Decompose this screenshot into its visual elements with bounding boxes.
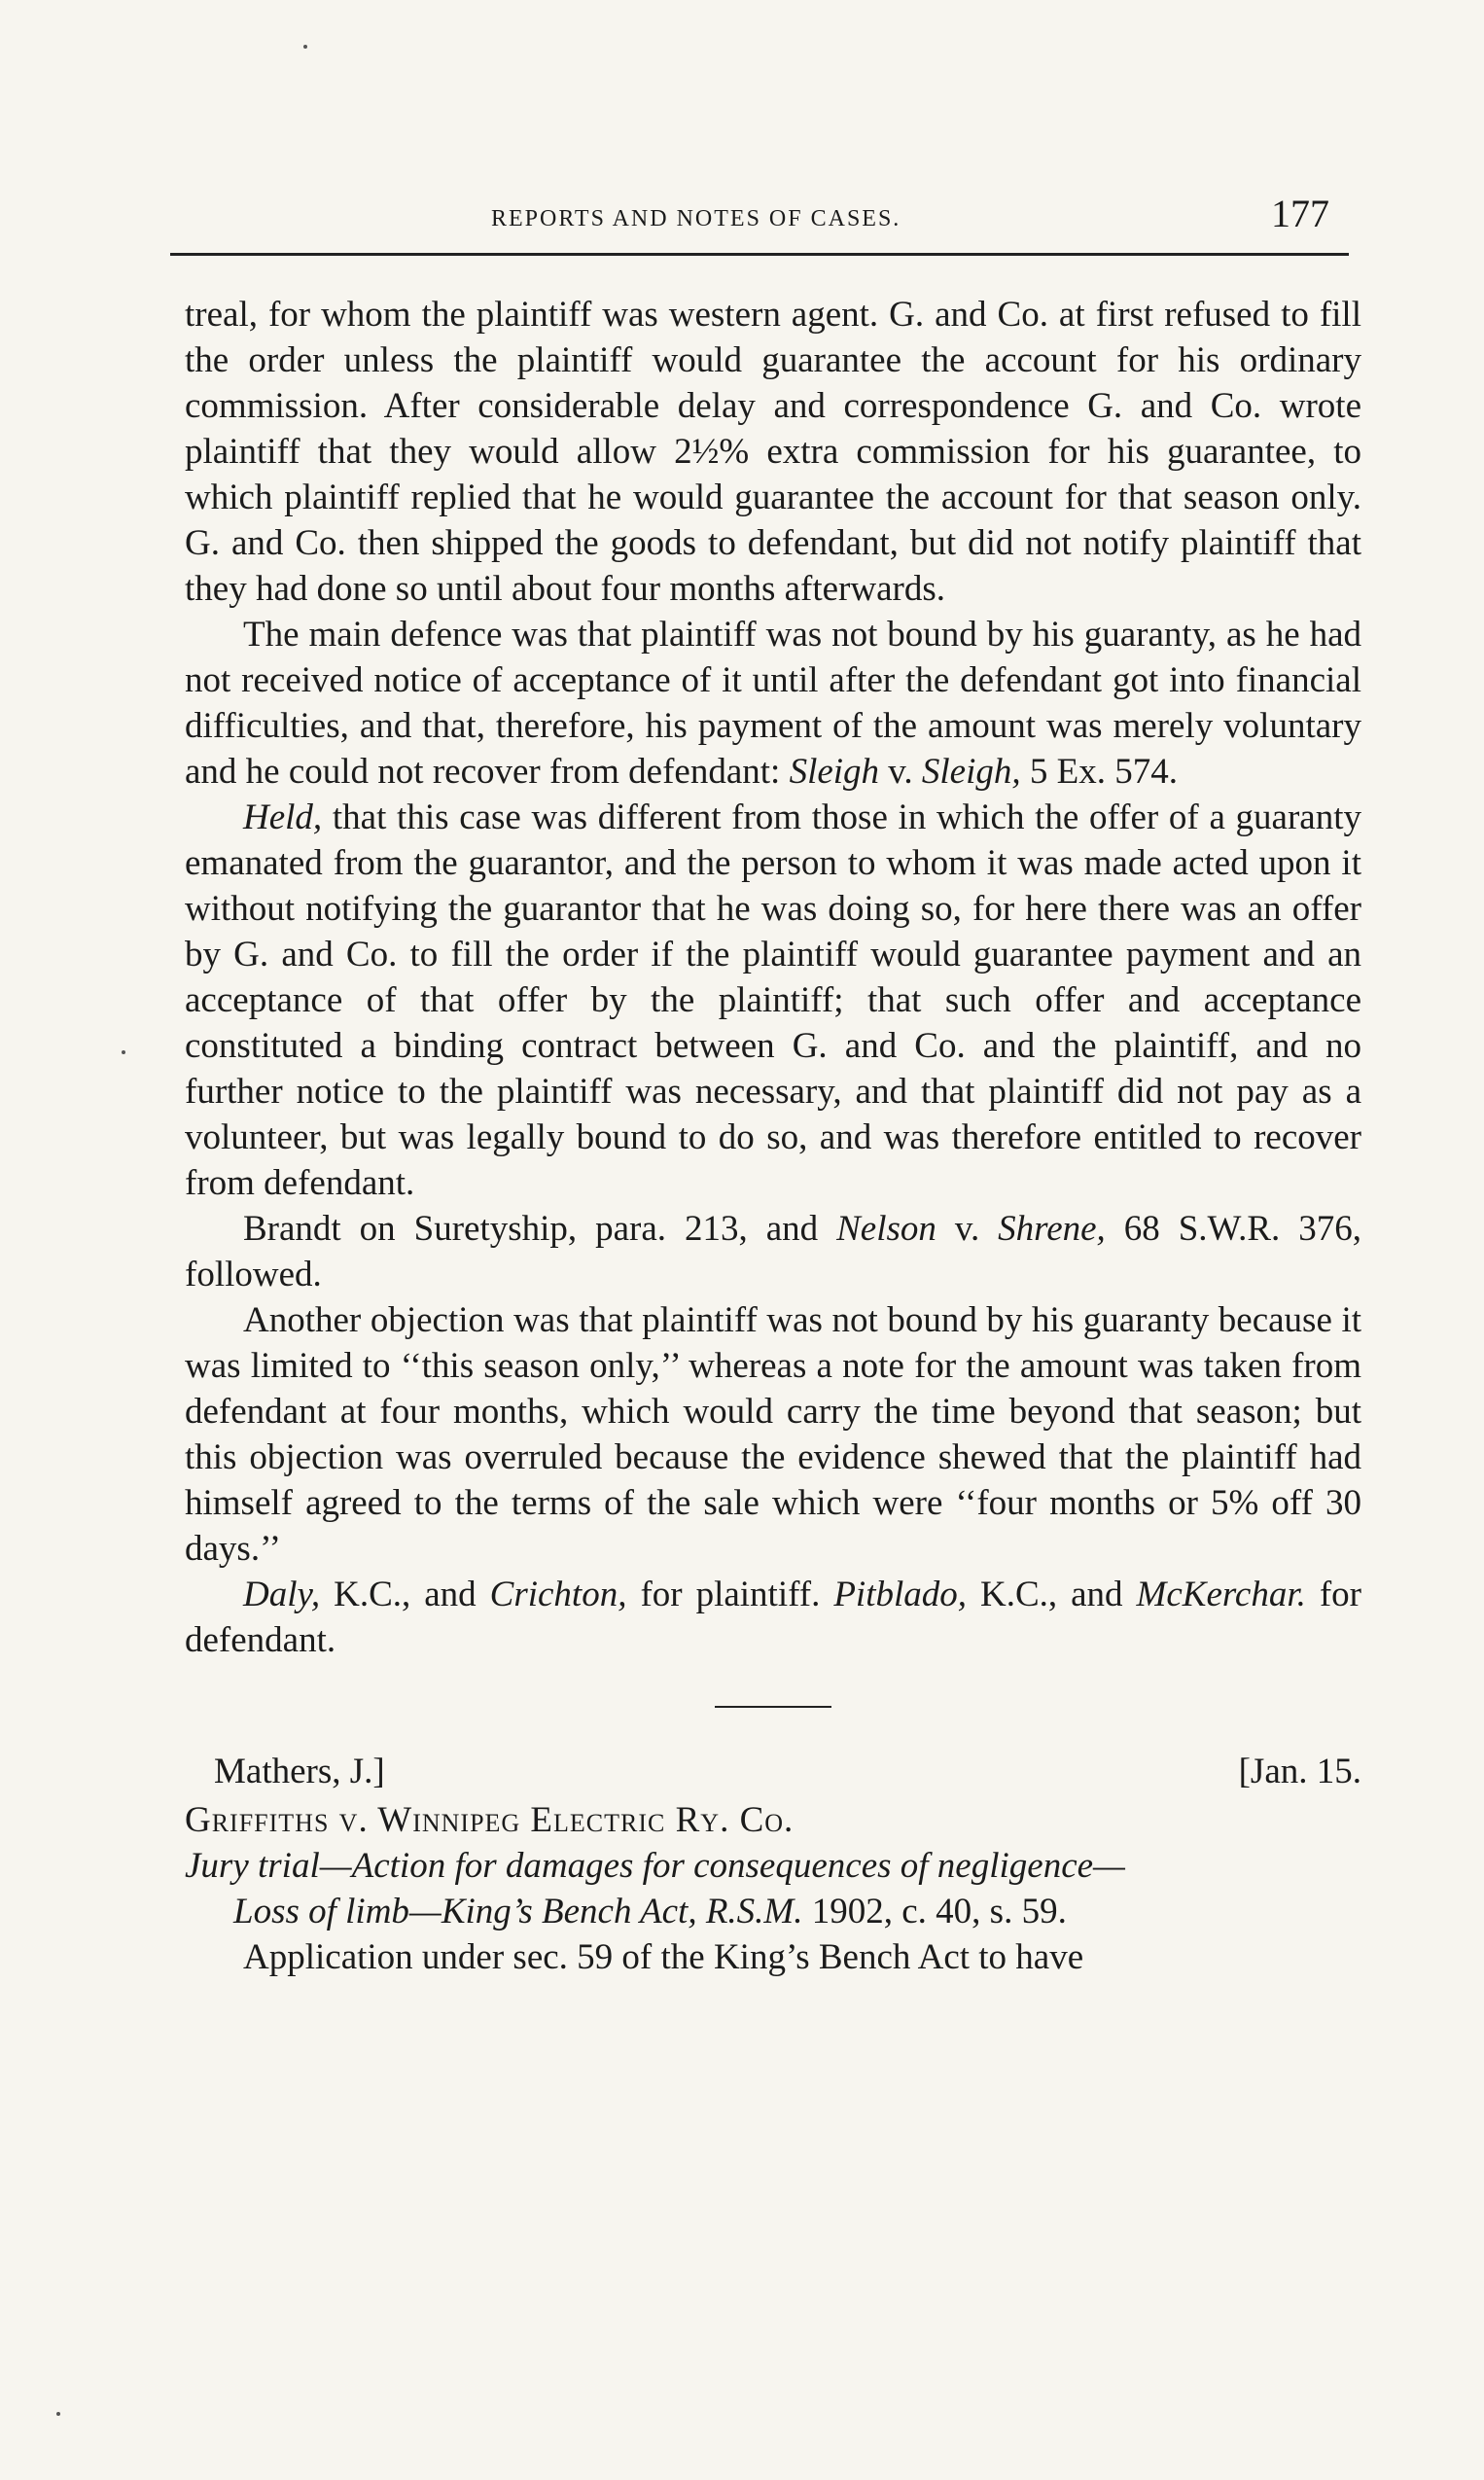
paper-speck (303, 45, 307, 49)
case-citation-party-a: Sleigh (789, 752, 880, 792)
paragraph-objection: Another objection was that plaintiff was not bound by his guaranty because it was limited to ‘‘this season only,’’ whereas a note for the amount was taken from defendant at four months, which would carry the time beyond that season; but this objection was overruled because the evidence shewed that the plaintiff had himself agreed to the terms of the sale which were ‘‘four months or 5% off 30 days.’’ (185, 1300, 1361, 1569)
headnote-line-1: Jury trial—Action for damages for consequences of negligence— (185, 1846, 1125, 1886)
case-title: Griffiths v. Winnipeg Electric Ry. Co. (185, 1800, 795, 1840)
counsel-a: Daly, (243, 1575, 321, 1614)
counsel-c: Pitblado, (833, 1575, 968, 1614)
held-text: that this case was different from those in which the offer of a guaranty emanated from the guarantor, and the person to whom it was made acted upon it without notifying the guarantor that he was doing so, for here there was an offer by G. and Co. to fill the order if the plaintiff would guarantee payment and an acceptance of that offer by the plaintiff; that such offer and acceptance constituted a binding contract between G. and Co. and the plaintiff, and no further notice to the plaintiff was necessary, and that plaintiff did not pay as a volunteer, but was legally bound to do so, and was therefore entitled to recover from defendant. (185, 797, 1361, 1203)
headnote-line-2-rest: 1902, c. 40, s. 59. (802, 1892, 1067, 1931)
judge-name: Mathers, J.] (214, 1752, 385, 1791)
paragraph-counsel (185, 1572, 1361, 1663)
body-text (185, 292, 1361, 1980)
headnote-line-2 (185, 1889, 1361, 1934)
case-citation-party-b: Sleigh, (921, 752, 1021, 792)
case-divider (715, 1706, 831, 1708)
paragraph-held (185, 795, 1361, 1206)
headnote (185, 1843, 1361, 1934)
paper-speck (56, 2412, 60, 2416)
counsel-sep-1: K.C., and (320, 1575, 490, 1614)
paragraph-facts: treal, for whom the plaintiff was western agent. G. and Co. at first refused to fill the order unless the plaintiff would guarantee the account for his ordinary commission. After considerable delay and correspondence G. and Co. wrote plaintiff that they would allow 2½% extra commission for his guarantee, to which plaintiff replied that he would guarantee the account for that season only. G. and Co. then shipped the goods to defendant, but did not notify plaintiff that they had done so until about four months afterwards. (185, 295, 1361, 609)
case-date: [Jan. 15. (1238, 1752, 1361, 1791)
authority-v: v. (936, 1209, 999, 1249)
counsel-d: McKerchar. (1136, 1575, 1306, 1614)
authority-post: 68 S.W.R. 376, followed. (185, 1209, 1361, 1294)
page-number: 177 (1271, 192, 1329, 235)
running-title: REPORTS AND NOTES OF CASES. (491, 206, 901, 231)
counsel-b: Crichton, (489, 1575, 627, 1614)
running-header (170, 185, 1349, 256)
headnote-line-2-italic: Loss of limb—King’s Bench Act, R.S.M. (233, 1892, 803, 1931)
authority-party-b: Shrene, (998, 1209, 1106, 1249)
paragraph-authority (185, 1206, 1361, 1297)
held-label: Held, (243, 797, 323, 837)
defence-text: The main defence was that plaintiff was not bound by his guaranty, as he had not received notice of acceptance of it until after the defendant got into financial difficulties, and that, therefore, his payment of the amount was merely voluntary and he could not recover from defendant: (185, 615, 1361, 792)
case-citation-v: v. (879, 752, 922, 792)
counsel-sep-2: for plaintiff. (626, 1575, 834, 1614)
authority-pre: Brandt on Suretyship, para. 213, and (243, 1209, 837, 1249)
paper-speck (122, 1050, 125, 1054)
case-citation-reference: 5 Ex. 574. (1020, 752, 1178, 792)
counsel-sep-3: K.C., and (967, 1575, 1137, 1614)
counsel-end: for defendant. (185, 1575, 1361, 1660)
authority-party-a: Nelson (836, 1209, 936, 1249)
case-header-line (185, 1749, 1361, 1797)
paragraph-defence (185, 612, 1361, 795)
paragraph-application: Application under sec. 59 of the King’s Bench Act to have (243, 1937, 1084, 1977)
